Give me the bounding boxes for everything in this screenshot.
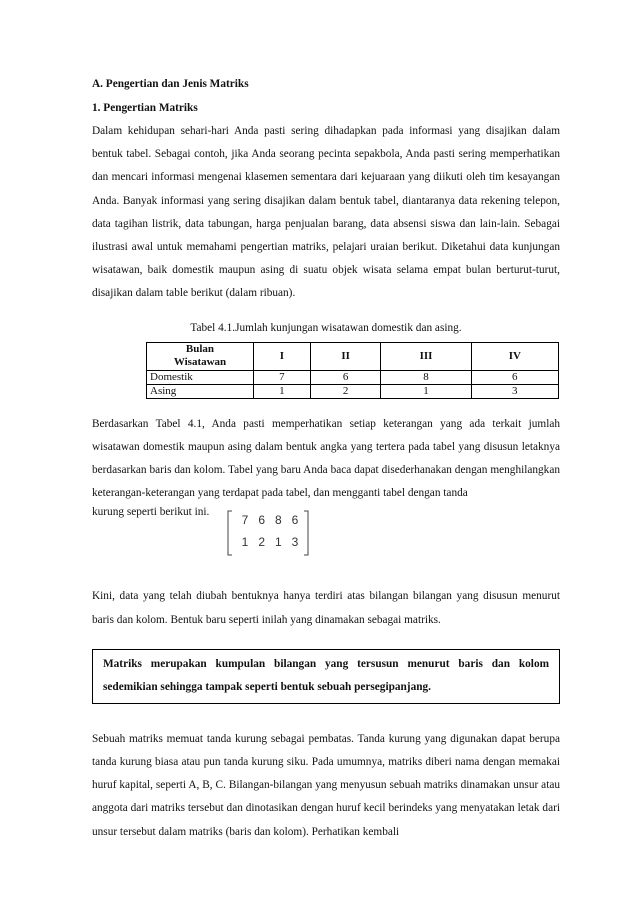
intro-paragraph: Dalam kehidupan sehari-hari Anda pasti sering dihadapkan pada informasi yang disajikan dalam bentuk tabel. Sebagai contoh, jika Anda seorang pecinta sepakbola, Anda pasti sering memperhatikan dan mencari informasi mengenai klasemen sementara dari kejuaraan yang diikuti oleh tim kesayangan Anda. Banyak informasi yang sering disajikan dalam bentuk tabel, diantaranya data rekening telepon, data tagihan listrik, data tabungan, harga penjualan barang, data absensi siswa dan lain-lain. Sebagai ilustrasi awal untuk memahami pengertian matriks, pelajari uraian berikut. Diketahui data kunjungan wisatawan, baik domestik maupun asing di suatu objek wisata selama empat bulan berturut-turut, disajikan dalam table berikut (dalam ribuan).	[92, 125, 560, 300]
matrix-entry: 1	[274, 535, 282, 550]
header-bulan: Bulan	[185, 343, 215, 356]
table-caption: Tabel 4.1.Jumlah kunjungan wisatawan domestik dan asing.	[190, 321, 462, 334]
table-cell: 2	[310, 384, 381, 398]
table-header-row	[147, 342, 559, 370]
table-cell: 1	[254, 384, 311, 398]
matrix-example	[226, 510, 310, 556]
table-cell: 1	[381, 384, 471, 398]
page-content	[92, 76, 560, 844]
column-header-iii: III	[381, 342, 471, 370]
section-heading-1: 1. Pengertian Matriks	[92, 102, 198, 114]
after-table-paragraph: Berdasarkan Tabel 4.1, Anda pasti memperhatikan setiap keterangan yang ada terkait jumlah wisatawan domestik maupun asing dalam bentuk angka yang tertera pada tabel yang disusun letaknya berdasarkan baris dan kolom. Tabel yang baru Anda baca dapat disederhanakan dengan menghilangkan keterangan-keterangan yang terdapat pada tabel, dan mengganti tabel dengan tanda	[92, 417, 560, 500]
section-heading-a: A. Pengertian dan Jenis Matriks	[92, 78, 249, 90]
row-label-domestik: Domestik	[147, 370, 254, 384]
matrix-lead-text: kurung seperti berikut ini.	[92, 506, 210, 519]
matrix-example-row	[92, 505, 560, 565]
table-row	[147, 384, 559, 398]
matrix-entry: 2	[258, 535, 265, 550]
tourist-visits-table	[146, 342, 559, 399]
matrix-row-2	[238, 535, 302, 549]
table-cell: 3	[471, 384, 558, 398]
table-cell: 8	[381, 370, 471, 384]
table-cell: 7	[254, 370, 311, 384]
closing-paragraph: Sebuah matriks memuat tanda kurung sebagai pembatas. Tanda kurung yang digunakan dapat berupa tanda kurung biasa atau pun tanda kurung siku. Pada umumnya, matriks diberi nama dengan memakai huruf kapital, seperti A, B, C. Bilangan-bilangan yang menyusun sebuah matriks dinamakan unsur atau anggota dari matriks tersebut dan dinotasikan dengan huruf kecil berindeks yang menyatakan letak dari unsur tersebut dalam matriks (baris dan kolom). Perhatikan kembali	[92, 732, 560, 838]
row-label-asing: Asing	[147, 384, 254, 398]
definition-box: Matriks merupakan kumpulan bilangan yang tersusun menurut baris dan kolom sedemikian sehingga tampak seperti bentuk sebuah persegipanjang.	[92, 649, 560, 704]
matrix-entry: 8	[274, 513, 282, 528]
header-wisatawan: Wisatawan	[173, 356, 227, 369]
header-bulan-wisatawan	[147, 342, 254, 370]
table-cell: 6	[471, 370, 558, 384]
matrix-entry: 1	[241, 535, 249, 550]
matrix-entry: 7	[241, 513, 249, 528]
column-header-ii: II	[310, 342, 381, 370]
column-header-i: I	[254, 342, 311, 370]
matrix-entry: 3	[291, 535, 299, 550]
matrix-row-1	[238, 513, 302, 527]
table-cell: 6	[310, 370, 381, 384]
matrix-entry: 6	[258, 513, 265, 528]
matrix-entry: 6	[291, 513, 299, 528]
after-matrix-paragraph: Kini, data yang telah diubah bentuknya hanya terdiri atas bilangan bilangan yang disusun menurut baris dan kolom. Bentuk baru seperti inilah yang dinamakan sebagai matriks.	[92, 590, 560, 626]
table-row	[147, 370, 559, 384]
column-header-iv: IV	[471, 342, 558, 370]
